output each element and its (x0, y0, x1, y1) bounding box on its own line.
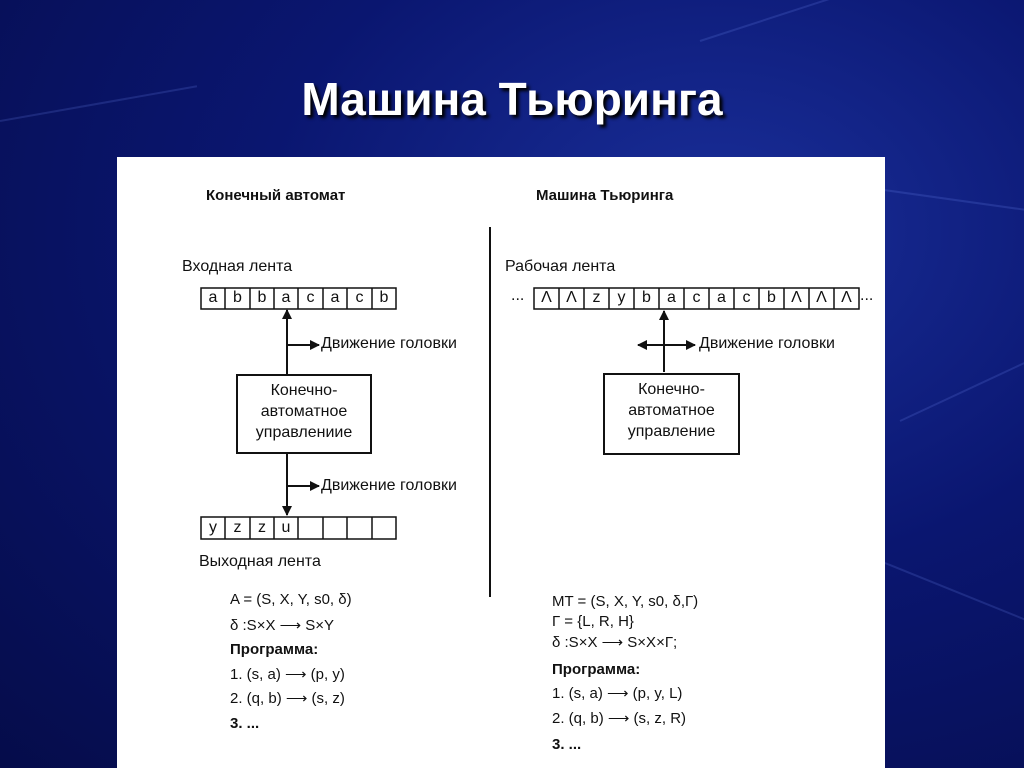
tape-cell: b (233, 289, 242, 306)
tape-cell: c (742, 289, 751, 306)
right-header: Машина Тьюринга (536, 187, 674, 204)
control-line: управление (627, 423, 716, 440)
tape-cell: a (667, 289, 676, 306)
program-line: 1. (s, a) ⟶ (p, y, L) (552, 685, 683, 702)
tape-cell: b (642, 289, 651, 306)
program-line: 3. ... (230, 715, 260, 732)
tape-cell: b (379, 289, 389, 306)
control-line: Конечно- (638, 381, 705, 398)
tape-ellipsis-left: ... (511, 287, 525, 304)
control-line: Конечно- (270, 382, 338, 399)
tape-cell: c (306, 289, 315, 306)
tape-cell: Λ (566, 289, 577, 306)
tape-cell: Λ (841, 289, 852, 306)
control-line: автоматное (628, 402, 715, 419)
diagram-panel (117, 157, 885, 768)
right-control-unit (603, 373, 740, 455)
tape-cell: z (258, 519, 266, 536)
tape-cell: u (281, 519, 291, 536)
tape-cell: z (592, 289, 601, 306)
control-line: управлениие (255, 424, 353, 441)
head-move-label-right: Движение головки (699, 335, 835, 352)
tape-cell: c (692, 289, 701, 306)
tape-cell: Λ (541, 289, 552, 306)
work-tape-label: Рабочая лента (505, 258, 616, 275)
formula-mt: MT = (S, X, Y, s0, δ,Г) (552, 593, 699, 610)
left-header: Конечный автомат (206, 187, 346, 204)
formula-gamma: Г = {L, R, H} (552, 613, 634, 630)
tape-cell: Λ (816, 289, 827, 306)
head-move-label-1: Движение головки (321, 335, 457, 352)
tape-cell: Λ (791, 289, 802, 306)
tape-cell: b (257, 289, 267, 306)
tape-cell: y (617, 289, 626, 306)
tape-cell: a (330, 289, 340, 306)
tape-ellipsis-right: ... (860, 287, 874, 304)
left-control-unit (236, 374, 372, 454)
input-tape (201, 288, 396, 309)
program-line: 1. (s, a) ⟶ (p, y) (230, 666, 345, 683)
tape-cell: a (717, 289, 726, 306)
tape-cell: b (767, 289, 776, 306)
program-label-left: Программа: (230, 641, 319, 658)
formula-delta: δ :S×X ⟶ S×Y (230, 617, 335, 634)
program-line: 3. ... (552, 736, 582, 753)
output-tape-label: Выходная лента (199, 553, 321, 570)
tape-cell: a (208, 289, 218, 306)
formula-a: A = (S, X, Y, s0, δ) (230, 591, 352, 608)
program-label-right: Программа: (552, 661, 641, 678)
program-line: 2. (q, b) ⟶ (s, z) (230, 690, 345, 707)
input-tape-label: Входная лента (182, 258, 293, 275)
control-line: автоматное (260, 403, 348, 420)
tape-cell: y (209, 519, 217, 536)
slide-title: Машина Тьюринга (301, 73, 723, 125)
program-line: 2. (q, b) ⟶ (s, z, R) (552, 710, 687, 727)
output-tape (201, 518, 396, 539)
work-tape (534, 288, 859, 309)
tape-cell: c (355, 289, 364, 306)
tape-cell: z (233, 519, 242, 536)
head-move-label-2: Движение головки (321, 477, 457, 494)
tape-cell: a (281, 289, 291, 306)
formula-delta-right: δ :S×X ⟶ S×X×Г; (552, 634, 678, 651)
